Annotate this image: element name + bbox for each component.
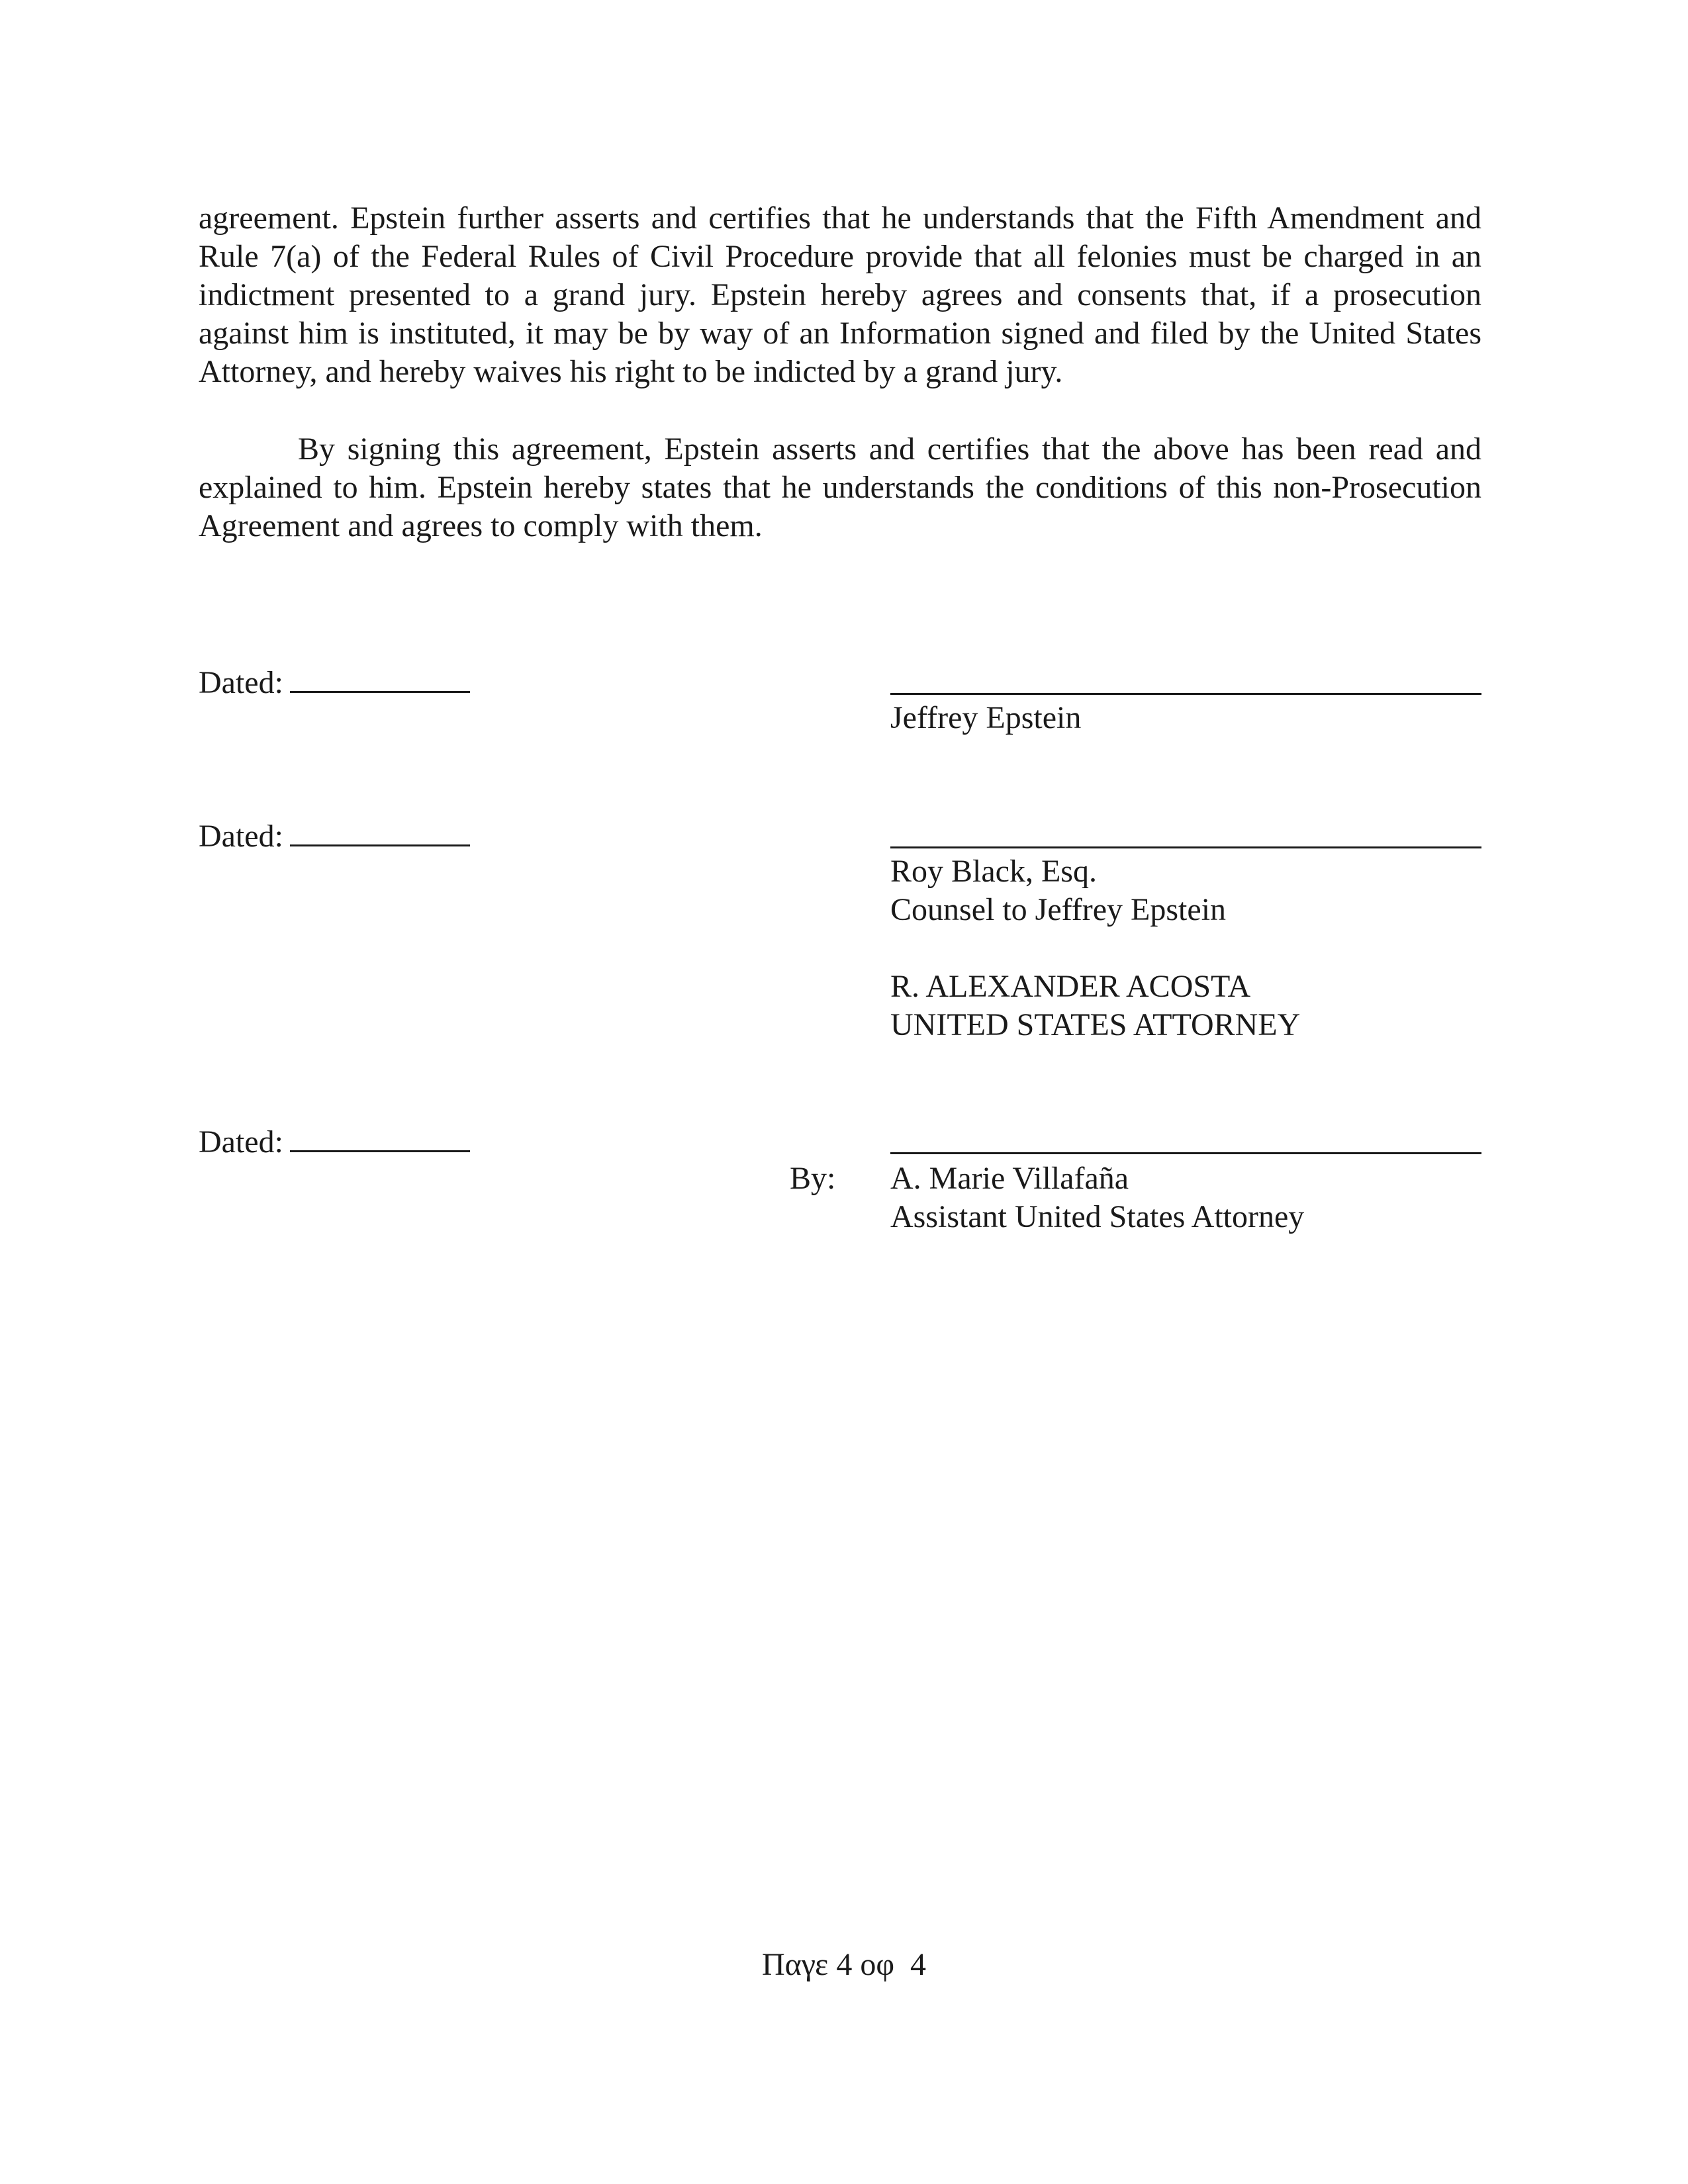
dated-field-assistant <box>199 1121 470 1161</box>
signer-title-assistant: Assistant United States Attorney <box>890 1199 1305 1234</box>
signer-name-counsel: Roy Black, Esq. <box>890 854 1097 889</box>
us-attorney-title: UNITED STATES ATTORNEY <box>890 1007 1301 1042</box>
agreement-paragraph-acknowledgment: By signing this agreement, Epstein asserts and certifies that the above has been read and explained to him. Epstein hereby states that he understands the conditions of this non-Prosecution Agreement and agrees to comply with them. <box>199 432 1481 543</box>
signer-title-counsel: Counsel to Jeffrey Epstein <box>890 892 1227 927</box>
dated-label: Dated: <box>199 665 283 700</box>
by-label: By: <box>790 1161 836 1196</box>
page-number-footer: Παγε 4 οφ 4 <box>761 1947 927 1982</box>
dated-label: Dated: <box>199 1124 283 1160</box>
date-blank-line <box>290 662 470 693</box>
signature-line-counsel <box>890 846 1481 848</box>
date-blank-line <box>290 815 470 846</box>
date-blank-line <box>290 1121 470 1152</box>
us-attorney-name: R. ALEXANDER ACOSTA <box>890 969 1251 1004</box>
signer-name-assistant: A. Marie Villafaña <box>890 1161 1129 1196</box>
signature-line-epstein <box>890 693 1481 695</box>
signature-line-assistant <box>890 1152 1481 1154</box>
dated-field-counsel <box>199 815 470 856</box>
dated-field-epstein <box>199 662 470 702</box>
signer-name-epstein: Jeffrey Epstein <box>890 700 1082 735</box>
dated-label: Dated: <box>199 819 283 854</box>
agreement-paragraph-waiver: agreement. Epstein further asserts and certifies that he understands that the Fifth Amendment and Rule 7(a) of the Federal Rules of Civil Procedure provide that all felonies must be charged in an indictment presented to a grand jury. Epstein hereby agrees and consents that, if a prosecution against him is instituted, it may be by way of an Information signed and filed by the United States Attorney, and hereby waives his right to be indicted by a grand jury. <box>199 201 1481 389</box>
